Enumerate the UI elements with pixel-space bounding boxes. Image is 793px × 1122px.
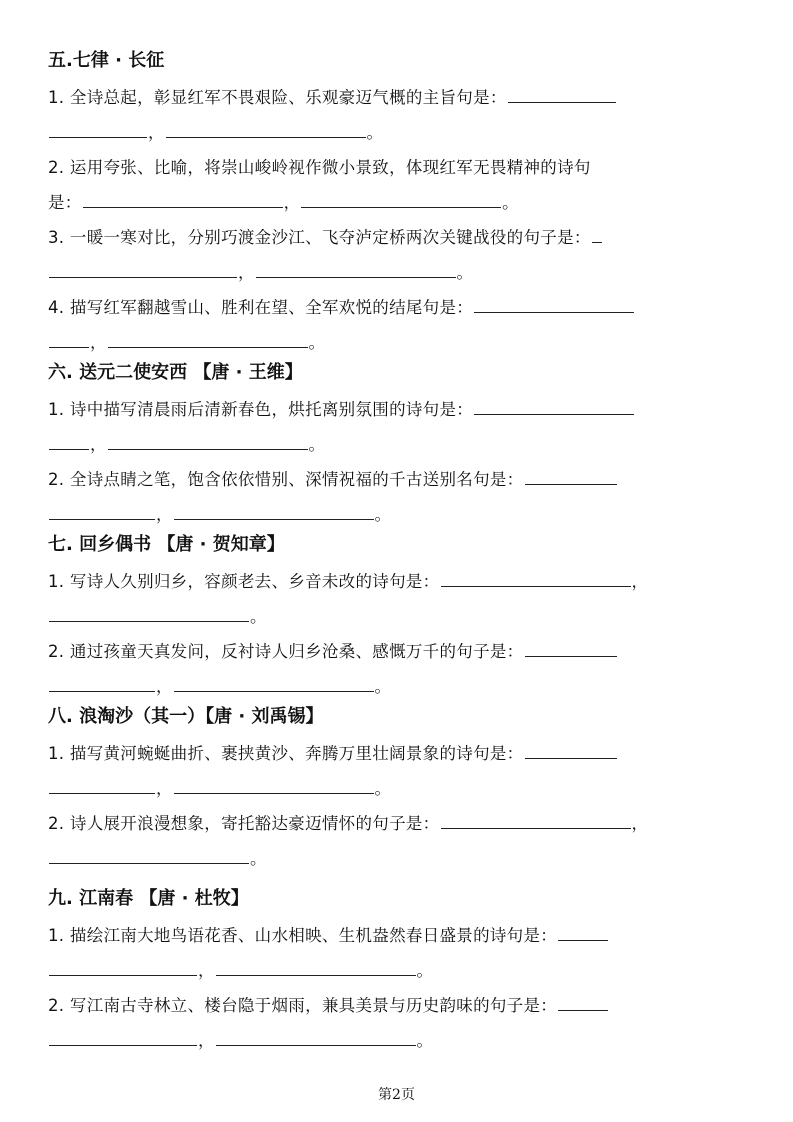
- question: [48, 634, 746, 704]
- separator: ，: [631, 572, 648, 591]
- period: 。: [502, 193, 519, 212]
- question: [48, 806, 746, 876]
- question: [48, 918, 746, 988]
- worksheet-page: [48, 48, 746, 1058]
- answer-blank[interactable]: [216, 1044, 416, 1046]
- answer-blank[interactable]: [474, 311, 634, 313]
- answer-blank[interactable]: [49, 792, 155, 794]
- section-title: 六. 送元二使安西 【唐 · 王维】: [48, 362, 303, 383]
- separator: ，: [90, 435, 107, 454]
- separator: ，: [283, 193, 301, 212]
- section-5: [48, 48, 746, 360]
- period: 。: [374, 677, 391, 696]
- section-6: [48, 360, 746, 532]
- period: 。: [250, 607, 267, 626]
- answer-blank[interactable]: [49, 136, 147, 138]
- section-title: 八. 浪淘沙（其一）【唐 · 刘禹锡】: [48, 706, 324, 727]
- answer-blank[interactable]: [49, 862, 249, 864]
- separator: ，: [198, 1031, 215, 1050]
- question: [48, 220, 746, 290]
- period: 。: [456, 263, 473, 282]
- question: [48, 290, 746, 360]
- period: 。: [416, 961, 433, 980]
- question: [48, 150, 746, 220]
- answer-blank[interactable]: [525, 655, 617, 657]
- question-text: 2. 通过孩童天真发问，反衬诗人归乡沧桑、感慨万千的句子是：: [48, 642, 524, 661]
- answer-blank[interactable]: [174, 792, 374, 794]
- answer-blank[interactable]: [49, 276, 237, 278]
- period: 。: [366, 123, 383, 142]
- question-text: 1. 写诗人久别归乡，容颜老去、乡音未改的诗句是：: [48, 572, 440, 591]
- question-text: 2. 诗人展开浪漫想象，寄托豁达豪迈情怀的句子是：: [48, 814, 440, 833]
- answer-blank[interactable]: [108, 346, 308, 348]
- answer-blank[interactable]: [525, 483, 617, 485]
- answer-blank[interactable]: [441, 827, 631, 829]
- question-text: 3. 一暖一寒对比，分别巧渡金沙江、飞夺泸定桥两次关键战役的句子是：: [48, 228, 591, 247]
- question-text: 1. 全诗总起，彰显红军不畏艰险、乐观豪迈气概的主旨句是：: [48, 88, 507, 107]
- separator: ，: [148, 123, 165, 142]
- answer-blank[interactable]: [558, 939, 608, 941]
- section-title: 九. 江南春 【唐 · 杜牧】: [48, 888, 249, 909]
- question-text: 2. 运用夸张、比喻，将崇山峻岭视作微小景致，体现红军无畏精神的诗句: [48, 158, 591, 177]
- separator: ，: [156, 677, 173, 696]
- answer-blank[interactable]: [441, 585, 631, 587]
- answer-blank[interactable]: [49, 690, 155, 692]
- answer-blank[interactable]: [216, 974, 416, 976]
- separator: ，: [90, 333, 107, 352]
- question-text: 4. 描写红军翻越雪山、胜利在望、全军欢悦的结尾句是：: [48, 298, 474, 317]
- answer-blank[interactable]: [256, 276, 456, 278]
- answer-blank[interactable]: [525, 757, 617, 759]
- question: [48, 988, 746, 1058]
- page-number: 第2页: [378, 1087, 415, 1103]
- question: [48, 564, 746, 634]
- answer-blank[interactable]: [49, 1044, 197, 1046]
- answer-blank[interactable]: [174, 518, 374, 520]
- question: [48, 80, 746, 150]
- answer-blank[interactable]: [508, 101, 616, 103]
- question: [48, 736, 746, 806]
- separator: ，: [198, 961, 215, 980]
- answer-blank[interactable]: [49, 620, 249, 622]
- answer-blank[interactable]: [49, 346, 89, 348]
- section-title: 五.七律 · 长征: [48, 50, 165, 71]
- question-text: 1. 描绘江南大地鸟语花香、山水相映、生机盎然春日盛景的诗句是：: [48, 926, 558, 945]
- question-text: 2. 写江南古寺林立、楼台隐于烟雨，兼具美景与历史韵味的句子是：: [48, 996, 558, 1015]
- separator: ，: [631, 814, 648, 833]
- separator: ，: [238, 263, 255, 282]
- answer-blank[interactable]: [474, 413, 634, 415]
- answer-blank[interactable]: [49, 518, 155, 520]
- period: 。: [374, 779, 391, 798]
- answer-blank[interactable]: [558, 1009, 608, 1011]
- period: 。: [416, 1031, 433, 1050]
- answer-blank[interactable]: [166, 136, 366, 138]
- separator: ，: [156, 505, 173, 524]
- question-text: 1. 诗中描写清晨雨后清新春色，烘托离别氛围的诗句是：: [48, 400, 474, 419]
- answer-blank[interactable]: [174, 690, 374, 692]
- period: 。: [308, 333, 325, 352]
- question-text-cont: 是：: [48, 193, 82, 212]
- question-text: 1. 描写黄河蜿蜒曲折、裹挟黄沙、奔腾万里壮阔景象的诗句是：: [48, 744, 524, 763]
- answer-blank[interactable]: [83, 206, 283, 208]
- question: [48, 392, 746, 462]
- period: 。: [374, 505, 391, 524]
- answer-blank[interactable]: [49, 974, 197, 976]
- answer-blank[interactable]: [49, 448, 89, 450]
- question-text: 2. 全诗点睛之笔，饱含依依惜别、深情祝福的千古送别名句是：: [48, 470, 524, 489]
- period: 。: [250, 849, 267, 868]
- answer-blank[interactable]: [108, 448, 308, 450]
- answer-blank[interactable]: [592, 241, 602, 243]
- separator: ，: [156, 779, 173, 798]
- period: 。: [308, 435, 325, 454]
- section-7: [48, 532, 746, 704]
- question: [48, 462, 746, 532]
- section-9: [48, 886, 746, 1058]
- answer-blank[interactable]: [301, 206, 501, 208]
- section-title: 七. 回乡偶书 【唐 · 贺知章】: [48, 534, 285, 555]
- section-8: [48, 704, 746, 876]
